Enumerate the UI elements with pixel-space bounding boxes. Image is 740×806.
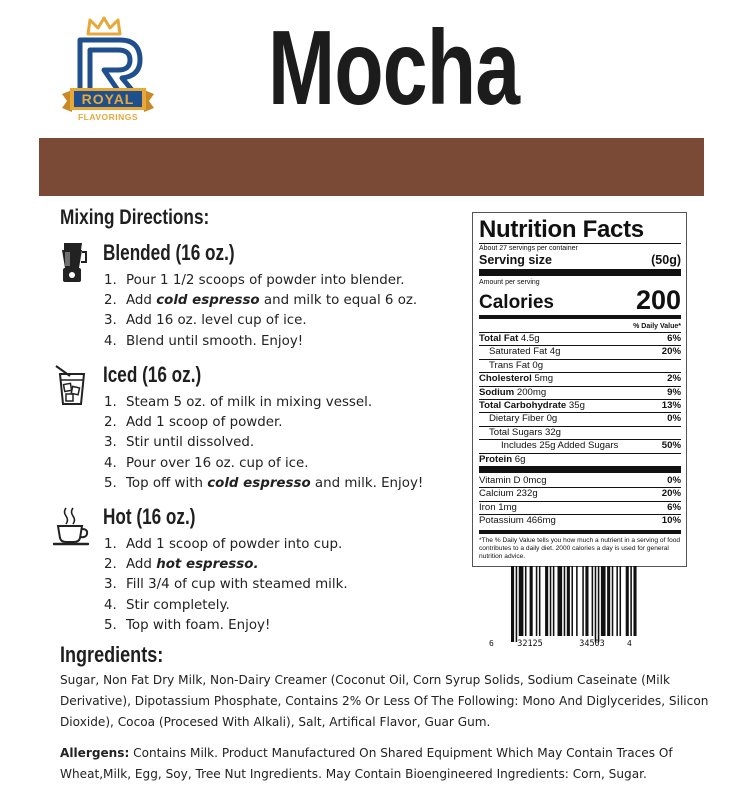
nutrient-amount: 0g (543, 413, 558, 425)
nutrient-row (479, 359, 681, 372)
step-number: 1. (104, 395, 117, 410)
step-number: 1. (104, 273, 117, 288)
barcode-digits-right: 34503 (579, 639, 605, 649)
calories-value: 200 (635, 285, 681, 315)
color-band (39, 138, 704, 196)
nutrient-label (479, 427, 561, 439)
nutrient-label (479, 475, 547, 487)
step-text: Top with foam. Enjoy! (126, 617, 271, 633)
vitamin-rows (479, 475, 681, 528)
step-item (104, 413, 423, 433)
barcode-bar (525, 566, 527, 636)
mixing-directions-heading: Mixing Directions: (60, 206, 210, 229)
nutrient-name: Dietary Fiber (489, 413, 544, 425)
barcode-bar (558, 566, 563, 636)
step-item (104, 596, 348, 616)
step-text: Fill 3/4 of cup with steamed milk. (126, 577, 348, 593)
nutrient-row (479, 439, 681, 452)
nutrient-name: Total Sugars (489, 426, 543, 438)
nutrient-amount: 4g (547, 346, 561, 358)
barcode-bar (598, 566, 600, 642)
nutrient-row (479, 412, 681, 425)
step-text: Steam 5 oz. of milk in mixing vessel. (126, 395, 373, 410)
nutrient-daily-value: 10% (661, 515, 681, 527)
serving-size-value: (50g) (651, 253, 681, 267)
nutrient-label (479, 440, 618, 452)
nutrient-name: Cholesterol (479, 373, 532, 385)
nutrient-row (479, 426, 681, 439)
nutrient-amount: 466mg (523, 515, 556, 527)
nutrient-rows (479, 332, 681, 466)
calories-label: Calories (479, 292, 554, 313)
barcode-bar (516, 566, 518, 642)
nutrient-row (479, 386, 681, 399)
ingredients-heading: Ingredients: (60, 642, 164, 667)
nutrient-row (479, 345, 681, 358)
barcode-bar (607, 566, 610, 636)
step-item (104, 616, 348, 636)
nutrient-name: Includes 25g Added Sugars (501, 440, 619, 452)
barcode-bars (511, 566, 637, 642)
step-text: Stir until dissolved. (126, 435, 255, 451)
barcode-digit-last: 4 (627, 639, 632, 648)
iced-drink-icon (52, 362, 90, 406)
nutrient-daily-value: 9% (667, 386, 681, 398)
nutrient-name: Vitamin D (479, 475, 521, 487)
nutrient-name: Iron (479, 501, 496, 513)
step-number: 2. (104, 415, 117, 431)
nutrient-label (479, 400, 585, 412)
barcode-bar (539, 566, 541, 636)
nutrient-name: Trans Fat (489, 359, 530, 371)
barcode-bar (530, 566, 533, 636)
step-number: 3. (104, 435, 117, 451)
step-text: Add 16 oz. level cup of ice. (126, 313, 307, 329)
step-number: 3. (104, 577, 117, 593)
nutrient-label (479, 515, 556, 527)
nutrient-name: Total Fat (479, 333, 519, 344)
barcode-bar (564, 566, 566, 636)
step-item (104, 332, 417, 352)
barcode-bar (511, 566, 514, 642)
nutrient-name: Total Carbohydrate (479, 400, 567, 412)
nutrient-row (479, 453, 681, 466)
nutrient-amount: 0g (529, 359, 544, 371)
steps-list (104, 393, 423, 494)
barcode-bar (567, 566, 570, 636)
brand-subname: FLAVORINGS (77, 112, 139, 122)
step-text: and milk. Enjoy! (310, 475, 424, 491)
nutrient-daily-value: 13% (661, 400, 681, 412)
barcode-bar (612, 566, 614, 636)
nutrient-name: Calcium (479, 488, 514, 500)
nutrient-amount: 32g (542, 426, 562, 438)
nutrient-daily-value: 2% (667, 373, 681, 385)
step-item (104, 535, 348, 555)
nutrient-amount: 232g (513, 488, 538, 500)
nutrient-label (479, 333, 540, 345)
nutrient-name: Protein (479, 453, 513, 465)
barcode-bar (553, 566, 555, 636)
barcode-bar (630, 566, 632, 636)
barcode-bar (620, 566, 622, 636)
allergens-body: Contains Milk. Product Manufactured On Shared Equipment Which May Contain Traces Of Wheat,Milk, Egg, Soy, Tree Nut Ingredients. May Contain Bioengineered Ingredients: Corn, Sugar. (60, 746, 673, 782)
barcode-bar (585, 566, 588, 636)
ribbon-banner (62, 88, 154, 112)
nutrient-label (479, 488, 538, 500)
step-number: 2. (104, 293, 117, 309)
steps-list (104, 271, 417, 352)
barcode-bar (545, 566, 548, 636)
nutrient-amount: 0mcg (520, 475, 547, 487)
nutrient-label (479, 387, 546, 399)
nutrient-daily-value: 6% (667, 333, 681, 344)
nutrient-amount: 1mg (495, 501, 517, 513)
barcode-bar (616, 566, 618, 636)
nutrient-row (479, 475, 681, 487)
allergens-text (60, 743, 710, 785)
nutrient-label (479, 373, 553, 385)
barcode-digit-first: 6 (489, 639, 494, 648)
step-item (104, 555, 348, 575)
step-number: 4. (104, 597, 117, 613)
barcode-bar (601, 566, 606, 636)
nutrient-label (479, 346, 560, 358)
step-text: and milk to equal 6 oz. (259, 293, 418, 309)
step-text: Add (126, 293, 157, 309)
nutrient-daily-value: 20% (661, 346, 681, 358)
hot-cup-icon (52, 504, 90, 548)
nutrient-row (479, 501, 681, 514)
section-title: Iced (16 oz.) (103, 362, 202, 387)
section-title: Blended (16 oz.) (103, 240, 235, 265)
step-item (104, 291, 417, 311)
step-text: Add 1 scoop of powder into cup. (126, 537, 343, 552)
serving-size-row (479, 253, 681, 267)
nutrient-name: Potassium (479, 515, 524, 527)
barcode-bar (550, 566, 552, 636)
upc-barcode (487, 562, 637, 650)
step-item (104, 271, 417, 291)
step-item (104, 474, 423, 494)
serving-size-label: Serving size (479, 253, 552, 267)
barcode-bar (519, 566, 524, 636)
nutrient-daily-value: 6% (667, 501, 681, 513)
servings-per-container: About 27 servings per container (479, 245, 578, 252)
nutrient-daily-value: 0% (667, 475, 681, 487)
step-text: Blend until smooth. Enjoy! (126, 333, 304, 349)
step-text: Add (126, 557, 157, 573)
step-number: 2. (104, 557, 117, 573)
nutrient-row (479, 514, 681, 527)
nutrition-facts-title: Nutrition Facts (479, 216, 644, 243)
step-emphasis: cold espresso (156, 293, 260, 309)
crown-icon (88, 18, 120, 34)
barcode-bar (595, 566, 597, 642)
allergens-label: Allergens: (60, 746, 130, 760)
product-title: Mocha (268, 9, 520, 127)
step-number: 3. (104, 313, 117, 329)
nutrient-daily-value: 50% (661, 440, 681, 452)
step-text: Pour 1 1/2 scoops of powder into blender. (126, 273, 405, 288)
nutrient-label (479, 360, 543, 372)
step-emphasis: hot espresso. (156, 557, 259, 573)
barcode-digits-left: 32125 (517, 639, 543, 649)
step-number: 1. (104, 537, 117, 552)
nutrient-row (479, 399, 681, 412)
nutrient-name: Saturated Fat (489, 346, 548, 358)
step-number: 4. (104, 455, 117, 471)
step-item (104, 311, 417, 331)
barcode-bar (626, 566, 629, 636)
step-text: Top off with (126, 475, 208, 491)
barcode-bar (633, 566, 636, 636)
daily-value-header: % Daily Value* (633, 323, 681, 330)
step-item (104, 433, 423, 453)
step-emphasis: cold espresso (207, 475, 311, 491)
step-number: 5. (104, 475, 117, 491)
nutrient-amount: 5mg (531, 373, 554, 385)
nutrient-name: Sodium (479, 386, 515, 398)
step-text: Pour over 16 oz. cup of ice. (126, 455, 309, 471)
barcode-bar (571, 566, 573, 636)
section-title: Hot (16 oz.) (103, 504, 196, 529)
nutrient-label (479, 454, 525, 466)
brand-name: ROYAL (81, 91, 135, 107)
nutrient-amount: 35g (566, 400, 585, 412)
step-text: Stir completely. (126, 597, 230, 613)
nutrition-facts-panel (472, 212, 687, 567)
step-number: 4. (104, 333, 117, 349)
nutrition-footnote: *The % Daily Value tells you how much a nutrient in a serving of food contributes to a daily diet. 2000 calories a day is used for general nutrition advice. (479, 536, 681, 560)
nutrient-amount: 4.5g (518, 333, 540, 344)
blender-icon (52, 240, 90, 284)
calories-row (479, 287, 681, 313)
amount-per-serving: Amount per serving (479, 279, 540, 286)
nutrient-amount: 200mg (514, 386, 547, 398)
nutrient-row (479, 487, 681, 500)
nutrient-row (479, 372, 681, 385)
step-text: Add 1 scoop of powder. (126, 415, 283, 431)
step-item (104, 393, 423, 413)
step-item (104, 575, 348, 595)
step-number: 5. (104, 617, 117, 633)
royal-flavorings-logo (58, 16, 158, 124)
ingredients-text: Sugar, Non Fat Dry Milk, Non-Dairy Creamer (Coconut Oil, Corn Syrup Solids, Sodium Caseinate (Milk Derivative), Dipotassium Phosphate, Contains 2% Or Less Of The Following: Mono And Diglycerides, Silicon Dioxide), Cocoa (Procesed With Alkali), Salt, Artifical Flavor, Guar Gum. (60, 673, 709, 730)
nutrient-label (479, 413, 557, 425)
nutrient-amount: 6g (512, 453, 526, 465)
nutrient-label (479, 502, 517, 514)
barcode-bar (592, 566, 594, 636)
nutrient-row (479, 332, 681, 345)
barcode-bar (576, 566, 578, 636)
step-item (104, 454, 423, 474)
nutrient-daily-value: 20% (661, 488, 681, 500)
barcode-bar (582, 566, 584, 636)
nutrient-daily-value: 0% (667, 413, 681, 425)
steps-list (104, 535, 348, 636)
barcode-bar (536, 566, 538, 636)
